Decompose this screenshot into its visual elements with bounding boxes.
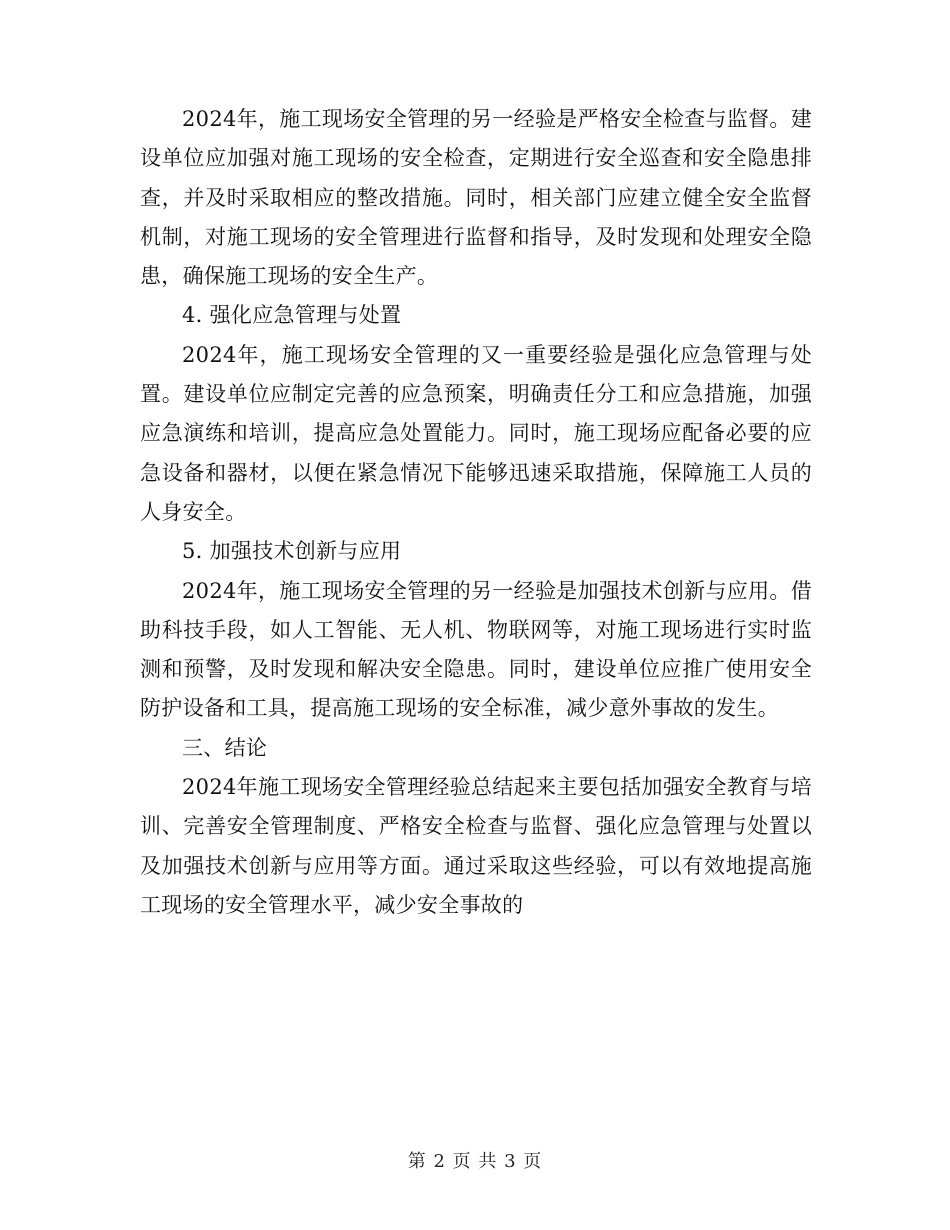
heading-emergency: 4. 强化应急管理与处置 (182, 303, 402, 328)
paragraph-emergency: 2024年，施工现场安全管理的又一重要经验是强化应急管理与处置。建设单位应制定完善的应急预案，明确责任分工和应急措施，加强应急演练和培训，提高应急处置能力。同时，施工现场应配备必要的应急设备和器材，以便在紧急情况下能够迅速采取措施，保障施工人员的人身安全。 (140, 342, 812, 524)
heading-technology: 5. 加强技术创新与应用 (182, 539, 402, 564)
paragraph-technology: 2024年，施工现场安全管理的另一经验是加强技术创新与应用。借助科技手段，如人工智能、无人机、物联网等，对施工现场进行实时监测和预警，及时发现和解决安全隐患。同时，建设单位应推广使用安全防护设备和工具，提高施工现场的安全标准，减少意外事故的发生。 (140, 578, 812, 721)
paragraph-conclusion: 2024年施工现场安全管理经验总结起来主要包括加强安全教育与培训、完善安全管理制度、严格安全检查与监督、强化应急管理与处置以及加强技术创新与应用等方面。通过采取这些经验，可以有效地提高施工现场的安全管理水平，减少安全事故的 (140, 775, 812, 917)
paragraph-inspection: 2024年，施工现场安全管理的另一经验是严格安全检查与监督。建设单位应加强对施工现场的安全检查，定期进行安全巡查和安全隐患排查，并及时采取相应的整改措施。同时，相关部门应建立健全安全监督机制，对施工现场的安全管理进行监督和指导，及时发现和处理安全隐患，确保施工现场的安全生产。 (140, 107, 812, 289)
heading-conclusion: 三、结论 (182, 735, 268, 760)
document-body (140, 100, 812, 925)
page-number-footer: 第 2 页 共 3 页 (407, 1151, 543, 1172)
